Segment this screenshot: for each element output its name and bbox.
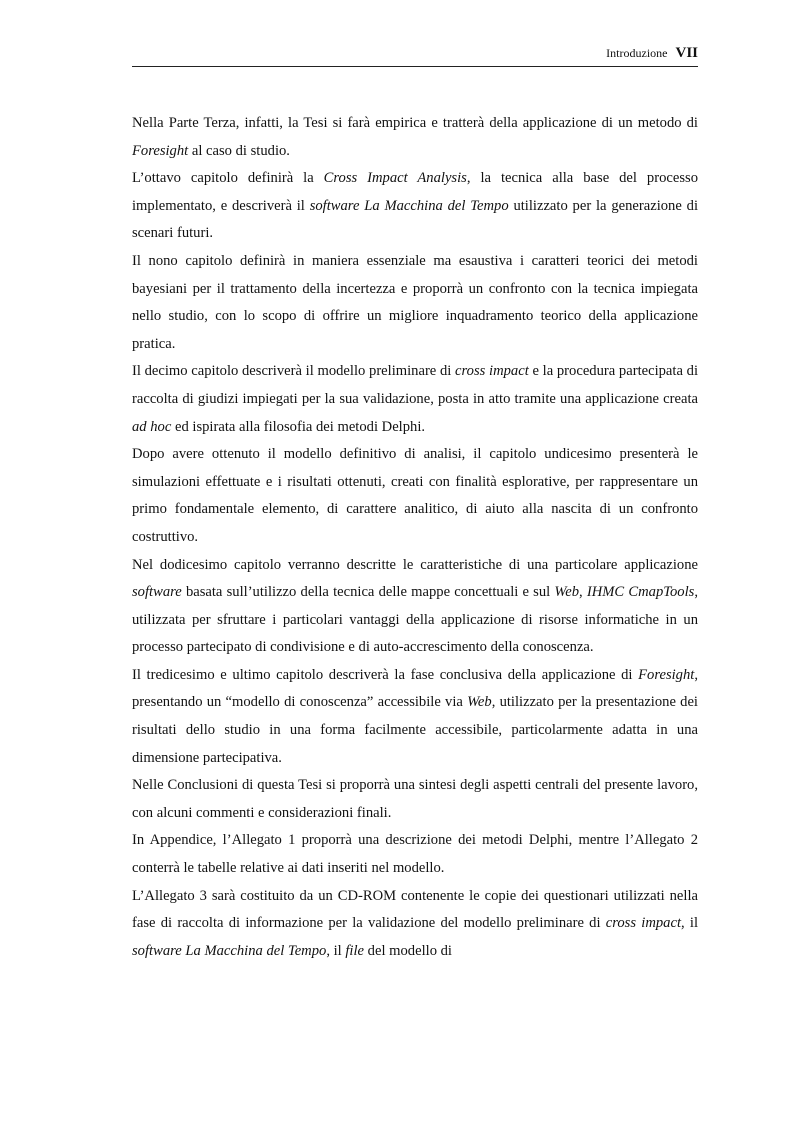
paragraph: Nelle Conclusioni di questa Tesi si proporrà una sintesi degli aspetti centrali del presente lavoro, con alcuni commenti e considerazioni finali. bbox=[132, 777, 698, 821]
paragraph: Nel dodicesimo capitolo verranno descritte le caratteristiche di una particolare applicazione software basata sull’utilizzo della tecnica delle mappe concettuali e sul Web, IHMC CmapTools, utilizzata per sfruttare i particolari vantaggi della applicazione di risorse informatiche in un processo partecipato di condivisione e di auto-accrescimento della conoscenza. bbox=[132, 556, 698, 656]
header-section-title: Introduzione bbox=[606, 46, 668, 60]
paragraph: In Appendice, l’Allegato 1 proporrà una descrizione dei metodi Delphi, mentre l’Allegato 2 conterrà le tabelle relative ai dati inseriti nel modello. bbox=[132, 832, 698, 877]
paragraph: Il nono capitolo definirà in maniera essenziale ma esaustiva i caratteri teorici dei metodi bayesiani per il trattamento della incertezza e proporrà un confronto con la tecnica impiegata nello studio, con lo scopo di offrire un migliore inquadramento teorico della applicazione pratica. bbox=[132, 252, 698, 352]
paragraph: Il tredicesimo e ultimo capitolo descriverà la fase conclusiva della applicazione di Foresight, presentando un “modello di conoscenza” accessibile via Web, utilizzato per la presentazione dei risultati dello studio in una forma facilmente accessibile, particolarmente adatta in una dimensione partecipativa. bbox=[132, 666, 698, 766]
paragraph: L’Allegato 3 sarà costituito da un CD-ROM contenente le copie dei questionari utilizzati nella fase di raccolta di informazione per la validazione del modello preliminare di cross impact, il software La Macchina del Tempo, il file del modello di bbox=[132, 887, 698, 959]
paragraph: Il decimo capitolo descriverà il modello preliminare di cross impact e la procedura partecipata di raccolta di giudizi impiegati per la sua validazione, posta in atto tramite una applicazione creata ad hoc ed ispirata alla filosofia dei metodi Delphi. bbox=[132, 363, 698, 435]
paragraph: L’ottavo capitolo definirà la Cross Impact Analysis, la tecnica alla base del processo implementato, e descriverà il software La Macchina del Tempo utilizzato per la generazione di scenari futuri. bbox=[132, 170, 698, 242]
paragraph: Dopo avere ottenuto il modello definitivo di analisi, il capitolo undicesimo presenterà le simulazioni effettuate e i risultati ottenuti, creati con finalità esplorative, per rappresentare un primo fondamentale elemento, di carattere analitico, di aiuto alla nascita di un confronto costruttivo. bbox=[132, 446, 698, 545]
paragraph: Nella Parte Terza, infatti, la Tesi si farà empirica e tratterà della applicazione di un metodo di Foresight al caso di studio. bbox=[132, 115, 698, 159]
document-body bbox=[132, 110, 698, 965]
page-header bbox=[132, 44, 698, 67]
page-number: VII bbox=[675, 45, 698, 61]
